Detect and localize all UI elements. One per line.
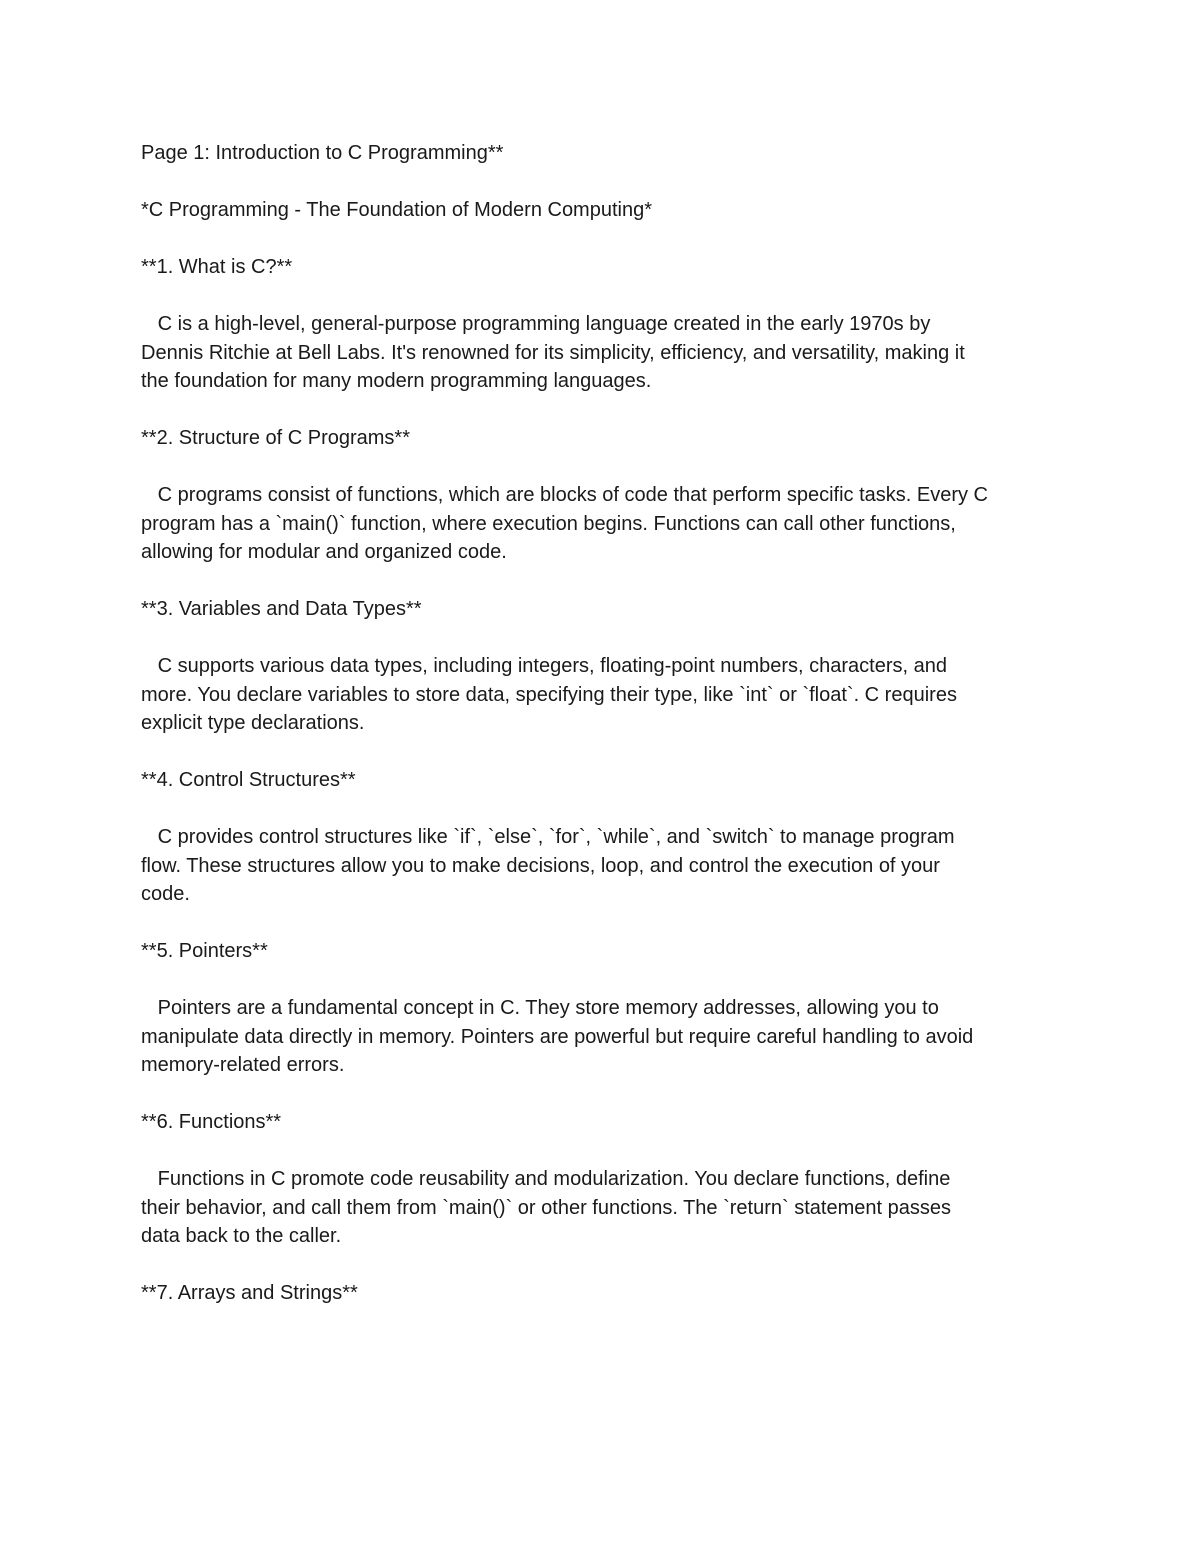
section-heading: **3. Variables and Data Types** — [141, 598, 422, 620]
section-text-line: explicit type declarations. — [141, 712, 365, 734]
section-heading: **2. Structure of C Programs** — [141, 427, 410, 449]
section-text-line: the foundation for many modern programming languages. — [141, 370, 652, 392]
section-text-line: their behavior, and call them from `main()` or other functions. The `return` statement passes — [141, 1196, 951, 1219]
section-text-line: C is a high-level, general-purpose programming language created in the early 1970s by — [157, 313, 931, 335]
section-text-line: manipulate data directly in memory. Pointers are powerful but require careful handling to avoid — [141, 1025, 974, 1048]
section-text-line: C programs consist of functions, which are blocks of code that perform specific tasks. Every C — [157, 484, 989, 506]
section-text-line: Functions in C promote code reusability and modularization. You declare functions, define — [157, 1168, 951, 1190]
spacer — [141, 567, 1061, 596]
section-heading: **4. Control Structures** — [141, 769, 356, 791]
section-text-line: program has a `main()` function, where execution begins. Functions can call other functions, — [141, 512, 956, 535]
section-heading: **6. Functions** — [141, 1111, 282, 1133]
section-text-line: data back to the caller. — [141, 1225, 342, 1247]
spacer — [141, 168, 1061, 197]
spacer — [141, 738, 1061, 767]
spacer — [141, 453, 1061, 482]
section-text-line: memory-related errors. — [141, 1054, 345, 1076]
spacer — [141, 1251, 1061, 1280]
section-heading: **7. Arrays and Strings** — [141, 1282, 358, 1304]
spacer — [141, 396, 1061, 425]
spacer — [141, 909, 1061, 938]
section-text-line: code. — [141, 883, 190, 905]
section-text-line: C provides control structures like `if`, `else`, `for`, `while`, and `switch` to manage program — [157, 826, 955, 848]
spacer — [141, 966, 1061, 995]
section-text-line: Dennis Ritchie at Bell Labs. It's renowned for its simplicity, efficiency, and versatility, making it — [141, 341, 965, 364]
section-text-line: flow. These structures allow you to make decisions, loop, and control the execution of your — [141, 854, 940, 877]
section-text-line: Pointers are a fundamental concept in C. They store memory addresses, allowing you to — [157, 997, 939, 1019]
section-text-line: C supports various data types, including integers, floating-point numbers, characters, and — [157, 655, 947, 677]
section-text-line: allowing for modular and organized code. — [141, 541, 507, 563]
spacer — [141, 1137, 1061, 1166]
page-heading: Page 1: Introduction to C Programming** — [141, 142, 504, 164]
document-body — [141, 139, 1061, 1308]
spacer — [141, 1080, 1061, 1109]
section-heading: **1. What is C?** — [141, 256, 293, 278]
document-subtitle: *C Programming - The Foundation of Modern Computing* — [141, 199, 652, 221]
spacer — [141, 282, 1061, 311]
spacer — [141, 624, 1061, 653]
spacer — [141, 795, 1061, 824]
section-heading: **5. Pointers** — [141, 940, 268, 962]
section-text-line: more. You declare variables to store data, specifying their type, like `int` or `float`. C requires — [141, 683, 957, 706]
spacer — [141, 225, 1061, 254]
